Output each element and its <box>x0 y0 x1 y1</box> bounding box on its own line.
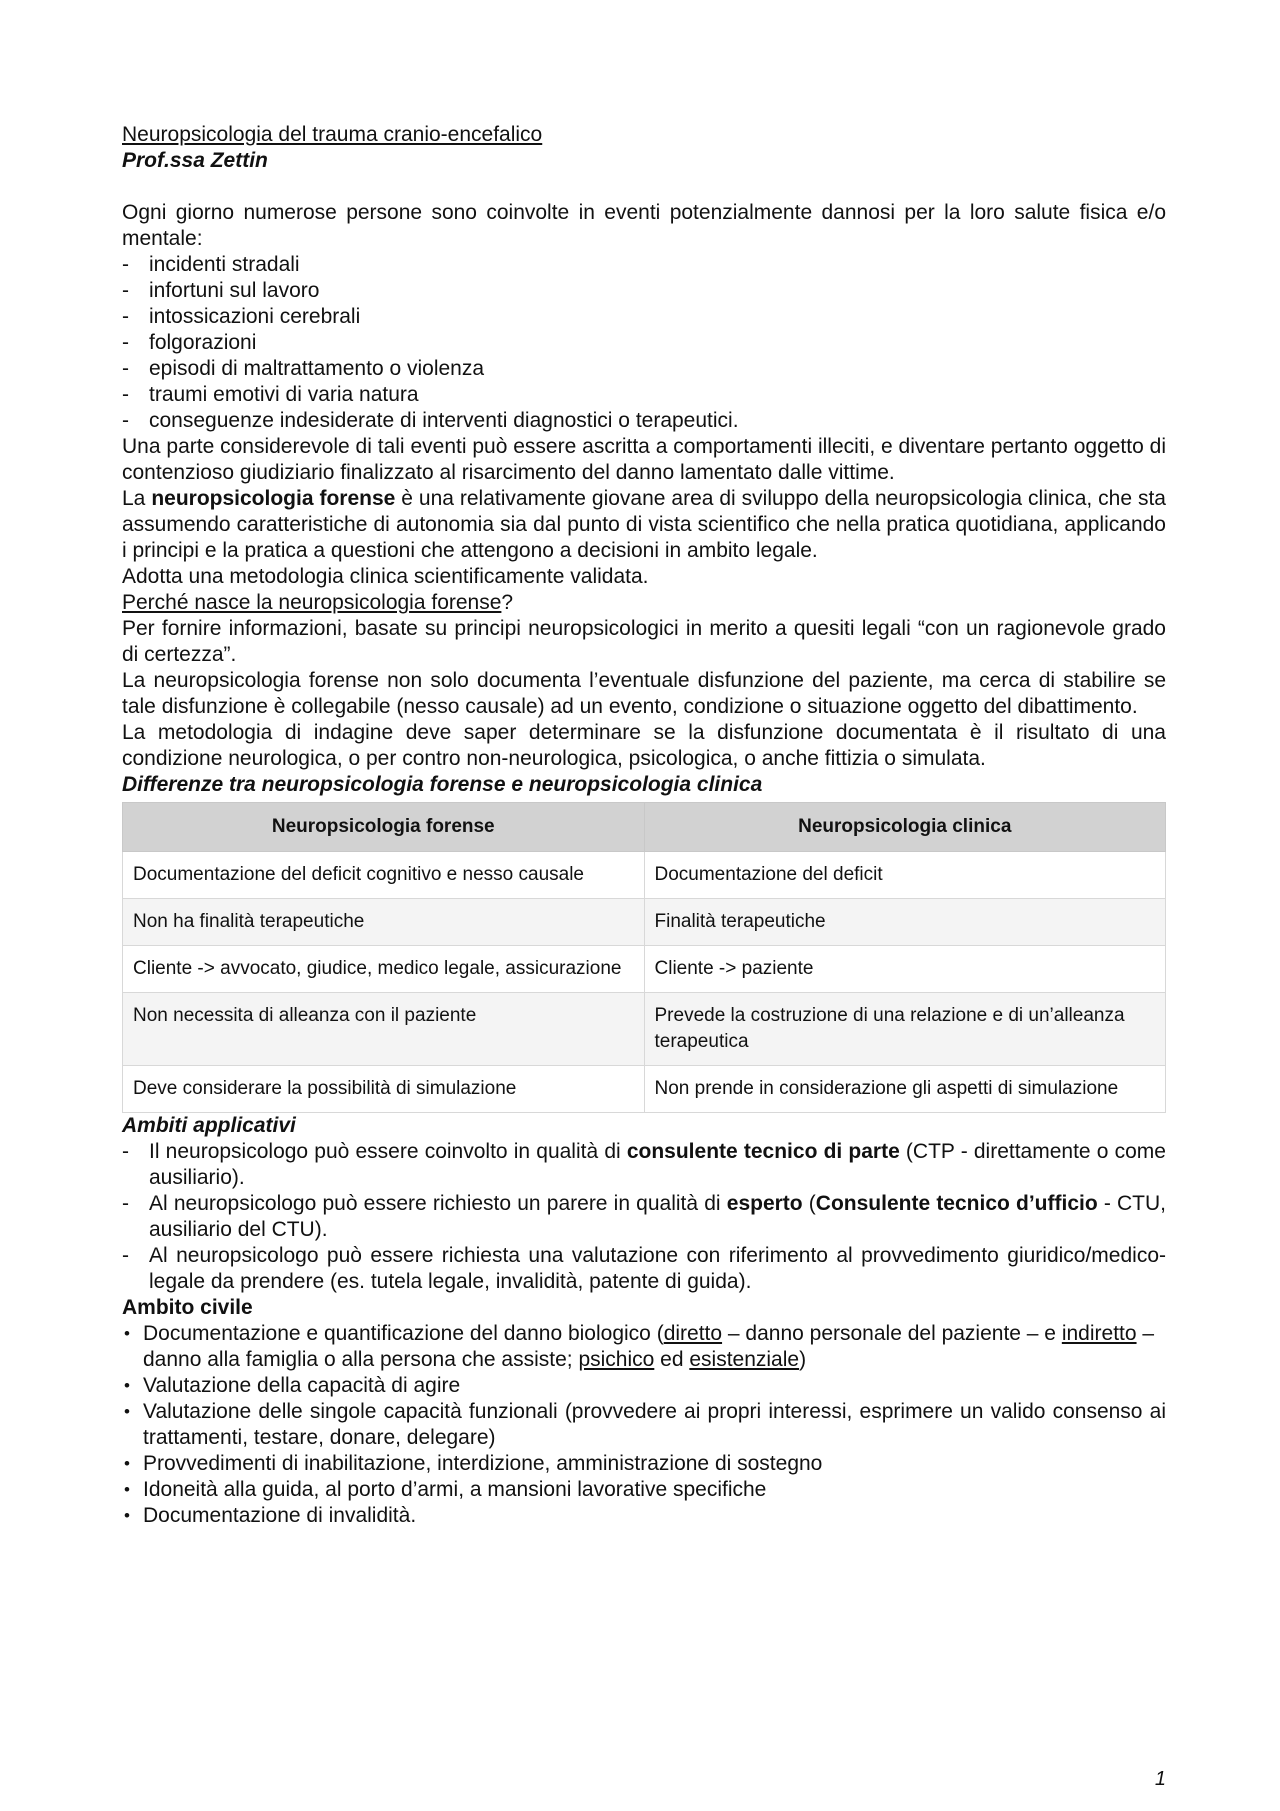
table-header-row <box>123 803 1166 852</box>
table-cell: Cliente -> paziente <box>644 946 1166 993</box>
table-cell: Non prende in considerazione gli aspetti di simulazione <box>644 1066 1166 1113</box>
document-page <box>122 122 1166 1529</box>
list-item: • Valutazione della capacità di agire <box>122 1373 1166 1399</box>
list-item: - intossicazioni cerebrali <box>122 304 1166 330</box>
table-cell: Non necessita di alleanza con il paziente <box>123 993 645 1066</box>
list-item: - folgorazioni <box>122 330 1166 356</box>
term-neuropsicologia-forense: neuropsicologia forense <box>151 487 396 510</box>
question-text: Perché nasce la neuropsicologia forense <box>122 591 502 614</box>
list-item: • Valutazione delle singole capacità funzionali (provvedere ai propri interessi, esprimere un valido consenso ai trattamenti, testare, donare, delegare) <box>122 1399 1166 1451</box>
list-item: • Documentazione di invalidità. <box>122 1503 1166 1529</box>
paragraph-disfunzione: La neuropsicologia forense non solo documenta l’eventuale disfunzione del paziente, ma cerca di stabilire se tale disfunzione è collegabile (nesso causale) ad un evento, condizione o situazione oggetto del dibattimento. <box>122 669 1166 718</box>
table-cell: Prevede la costruzione di una relazione e di un’alleanza terapeutica <box>644 993 1166 1066</box>
term-ctp: consulente tecnico di parte <box>626 1140 900 1163</box>
term-esperto: esperto <box>726 1192 803 1215</box>
list-item: - Il neuropsicologo può essere coinvolto in qualità di consulente tecnico di parte (CTP - direttamente o come ausiliario). <box>122 1139 1166 1191</box>
ambiti-heading: Ambiti applicativi <box>122 1114 296 1137</box>
term-ctu: Consulente tecnico d’ufficio <box>815 1192 1098 1215</box>
civile-list <box>122 1321 1166 1529</box>
list-item: - Al neuropsicologo può essere richiesta una valutazione con riferimento al provvedimento giuridico/medico-legale da prendere (es. tutela legale, invalidità, patente di guida). <box>122 1243 1166 1295</box>
list-item: - conseguenze indesiderate di interventi diagnostici o terapeutici. <box>122 408 1166 434</box>
list-item: - traumi emotivi di varia natura <box>122 382 1166 408</box>
table-row <box>123 852 1166 899</box>
list-item: - episodi di maltrattamento o violenza <box>122 356 1166 382</box>
table-row <box>123 899 1166 946</box>
column-header: Neuropsicologia forense <box>123 803 645 852</box>
document-title: Neuropsicologia del trauma cranio-encefalico <box>122 123 543 146</box>
list-item: • Documentazione e quantificazione del danno biologico (diretto – danno personale del paziente – e indiretto – danno alla famiglia o alla persona che assiste; psichico ed esistenziale) <box>122 1321 1166 1373</box>
spacer <box>122 174 1166 200</box>
question-line: Perché nasce la neuropsicologia forense? <box>122 591 514 614</box>
table-heading: Differenze tra neuropsicologia forense e neuropsicologia clinica <box>122 773 763 796</box>
list-item: • Idoneità alla guida, al porto d’armi, a mansioni lavorative specifiche <box>122 1477 1166 1503</box>
list-item: - incidenti stradali <box>122 252 1166 278</box>
table-cell: Non ha finalità terapeutiche <box>123 899 645 946</box>
table-cell: Deve considerare la possibilità di simulazione <box>123 1066 645 1113</box>
table-row <box>123 993 1166 1066</box>
table-cell: Cliente -> avvocato, giudice, medico legale, assicurazione <box>123 946 645 993</box>
document-author: Prof.ssa Zettin <box>122 149 268 172</box>
list-item: - infortuni sul lavoro <box>122 278 1166 304</box>
paragraph-definizione: La neuropsicologia forense è una relativamente giovane area di sviluppo della neuropsicologia clinica, che sta assumendo caratteristiche di autonomia sia dal punto di vista scientifico che nella pratica quotidiana, applicando i principi e la pratica a questioni che attengono a decisioni in ambito legale. <box>122 487 1166 562</box>
paragraph-indagine: La metodologia di indagine deve saper determinare se la disfunzione documentata è il risultato di una condizione neurologica, o per contro non-neurologica, psicologica, o anche fittizia o simulata. <box>122 721 1166 770</box>
civile-heading: Ambito civile <box>122 1296 253 1319</box>
list-item: • Provvedimenti di inabilitazione, interdizione, amministrazione di sostegno <box>122 1451 1166 1477</box>
table-cell: Documentazione del deficit <box>644 852 1166 899</box>
ambiti-list <box>122 1139 1166 1295</box>
table-cell: Finalità terapeutiche <box>644 899 1166 946</box>
paragraph-risposta: Per fornire informazioni, basate su principi neuropsicologici in merito a quesiti legali “con un ragionevole grado di certezza”. <box>122 617 1166 666</box>
paragraph-metodologia: Adotta una metodologia clinica scientificamente validata. <box>122 565 649 588</box>
table-cell: Documentazione del deficit cognitivo e nesso causale <box>123 852 645 899</box>
table-row <box>123 946 1166 993</box>
table-row <box>123 1066 1166 1113</box>
intro-paragraph: Ogni giorno numerose persone sono coinvolte in eventi potenzialmente dannosi per la loro salute fisica e/o mentale: <box>122 201 1166 250</box>
column-header: Neuropsicologia clinica <box>644 803 1166 852</box>
paragraph-illeciti: Una parte considerevole di tali eventi può essere ascritta a comportamenti illeciti, e diventare pertanto oggetto di contenzioso giudiziario finalizzato al risarcimento del danno lamentato dalle vittime. <box>122 435 1166 484</box>
page-number: 1 <box>1154 1768 1166 1790</box>
list-item: - Al neuropsicologo può essere richiesto un parere in qualità di esperto (Consulente tecnico d’ufficio - CTU, ausiliario del CTU). <box>122 1191 1166 1243</box>
events-list <box>122 252 1166 434</box>
comparison-table <box>122 802 1166 1113</box>
